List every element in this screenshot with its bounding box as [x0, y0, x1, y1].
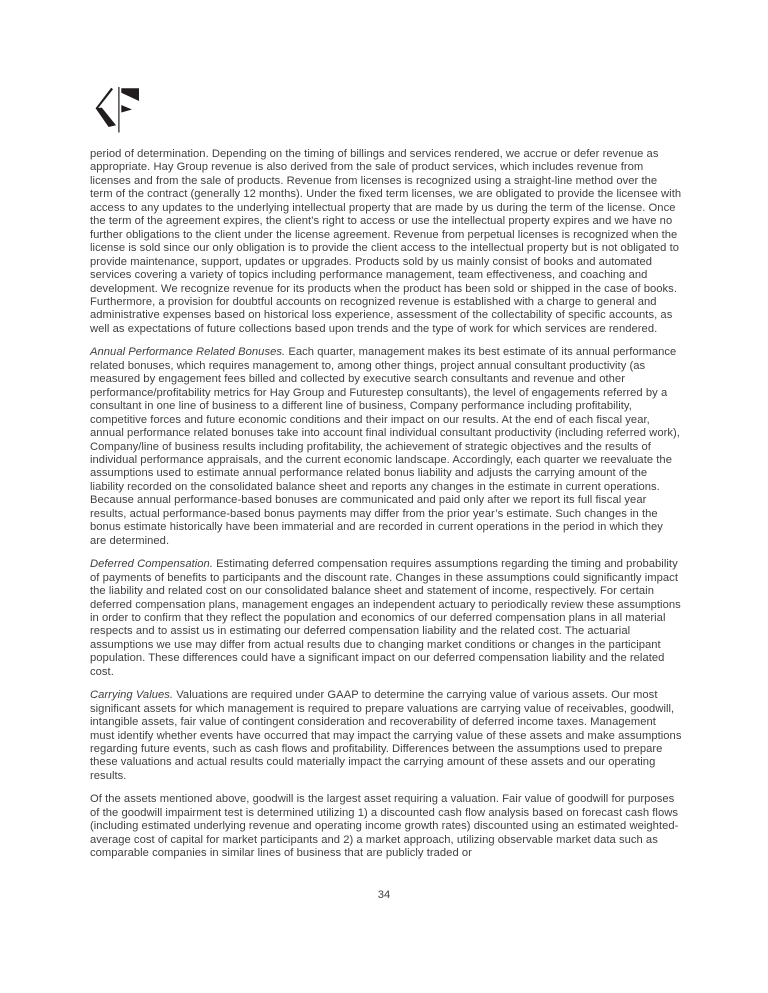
page-number: 34: [377, 889, 391, 901]
korn-ferry-logo-icon: [92, 86, 140, 133]
paragraph-text: Valuations are required under GAAP to determine the carrying value of various assets. Our most significant assets for which management is required to prepare valuations are carrying value of receivables, goodwill, intangible assets, fair value of contingent consideration and recoverability of deferred income taxes. Management must identify whether events have occurred that may impact the carrying value of these assets and make assumptions regarding future events, such as cash flows and profitability. Differences between the assumptions used to prepare these valuations and actual results could materially impact the carrying amount of these assets and our operating results.: [90, 689, 682, 782]
paragraph-text: period of determination. Depending on the timing of billings and services rendered, we accrue or defer revenue as appropriate. Hay Group revenue is also derived from the sale of product services, which includes revenue from licenses and from the sale of products. Revenue from licenses is recognized using a straight-line method over the term of the contract (generally 12 months). Under the fixed term licenses, we are obligated to provide the licensee with access to any updates to the underlying intellectual property that are made by us during the term of the license. Once the term of the agreement expires, the client’s right to access or use the intellectual property expires and we have no further obligations to the client under the license agreement. Revenue from perpetual licenses is recognized when the license is sold since our only obligation is to provide the client access to the intellectual property but is not obligated to provide maintenance, support, updates or upgrades. Products sold by us mainly consist of books and automated services covering a variety of topics including performance management, team effectiveness, and coaching and development. We recognize revenue for its products when the product has been sold or shipped in the case of books. Furthermore, a provision for doubtful accounts on recognized revenue is established with a charge to general and administrative expenses based on historical loss experience, assessment of the collectability of specific accounts, as well as expectations of future collections based upon trends and the type of work for which services are rendered.: [90, 148, 682, 335]
paragraph-annual-performance-bonuses: [90, 346, 682, 548]
paragraph-text: Of the assets mentioned above, goodwill is the largest asset requiring a valuation. Fair value of goodwill for purposes of the goodwill impairment test is determined utilizing 1) a discounted cash flow analysis based on forecast cash flows (including estimated underlying revenue and operating income growth rates) discounted using an estimated weighted-average cost of capital for market participants and 2) a market approach, utilizing observable market data such as comparable companies in similar lines of business that are publicly traded or: [90, 793, 679, 860]
paragraph-lead: Deferred Compensation.: [90, 558, 213, 571]
paragraph-lead: Carrying Values.: [90, 689, 174, 702]
paragraph-deferred-compensation: [90, 558, 682, 679]
paragraph-lead: Annual Performance Related Bonuses.: [90, 346, 286, 359]
paragraph-carrying-values: [90, 689, 682, 783]
paragraph-text: Estimating deferred compensation requires assumptions regarding the timing and probability of payments of benefits to participants and the discount rate. Changes in these assumptions could significantly impact the liability and related cost on our consolidated balance sheet and statement of income, respectively. For certain deferred compensation plans, management engages an independent actuary to periodically review these assumptions in order to confirm that they reflect the population and economics of our deferred compensation plans in all material respects and to assist us in estimating our deferred compensation liability and the related cost. The actuarial assumptions we use may differ from actual results due to changing market conditions or changes in the participant population. These differences could have a significant impact on our deferred compensation liability and the related cost.: [90, 558, 681, 678]
paragraph-revenue-recognition: [90, 148, 682, 336]
page-body-text: [90, 148, 682, 871]
paragraph-text: Each quarter, management makes its best estimate of its annual performance related bonuses, which requires management to, among other things, project annual consultant productivity (as measured by engagement fees billed and collected by executive search consultants and revenue and other performance/profitability metrics for Hay Group and Futurestep consultants), the level of engagements referred by a consultant in one line of business to a different line of business, Company performance including profitability, competitive forces and future economic conditions and their impact on our results. At the end of each fiscal year, annual performance related bonuses take into account final individual consultant productivity (including referred work), Company/line of business results including profitability, the achievement of strategic objectives and the results of individual performance appraisals, and the current economic landscape. Accordingly, each quarter we reevaluate the assumptions used to estimate annual performance related bonus liability and adjusts the carrying amount of the liability recorded on the consolidated balance sheet and reports any changes in the estimate in current operations. Because annual performance-based bonuses are communicated and paid only after we report its full fiscal year results, actual performance-based bonus payments may differ from the prior year’s estimate. Such changes in the bonus estimate historically have been immaterial and are recorded in current operations in the period in which they are determined.: [90, 346, 680, 547]
paragraph-goodwill-valuation: [90, 793, 682, 860]
